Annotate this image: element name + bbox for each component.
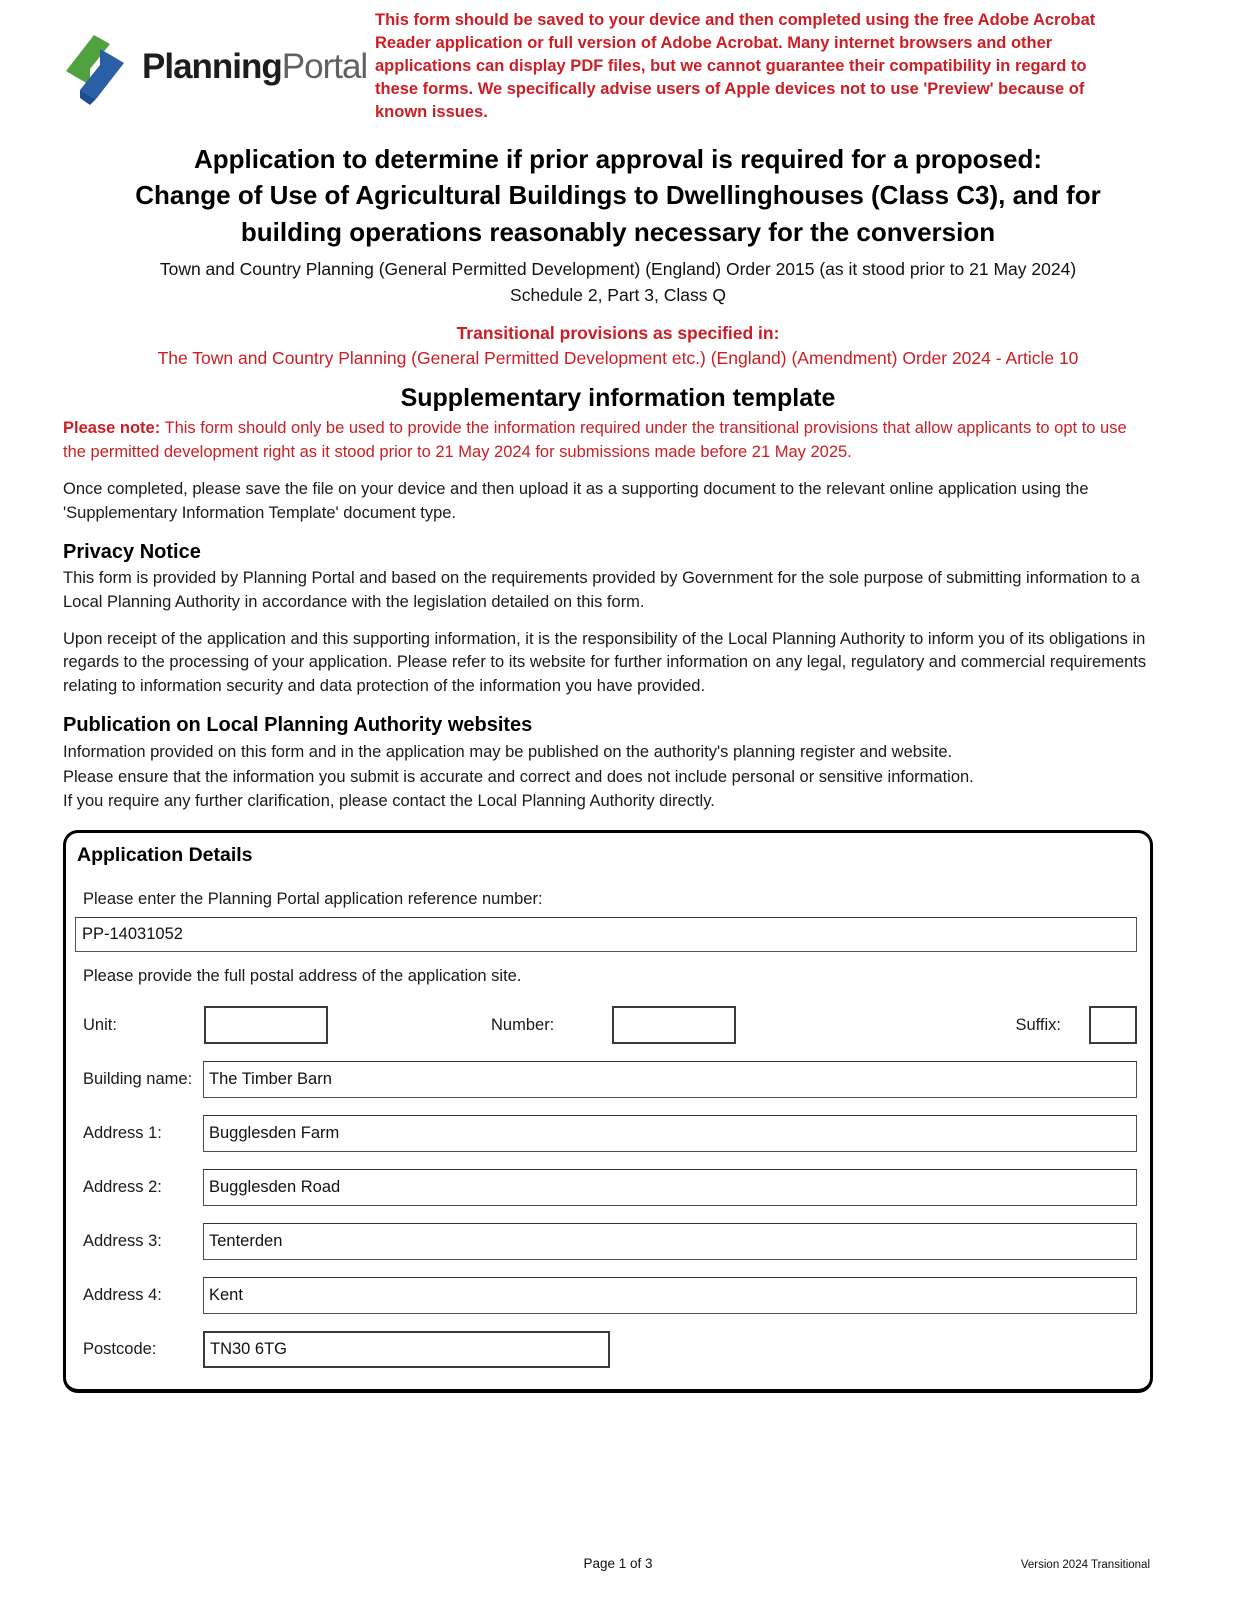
warning-line: known issues.: [375, 103, 488, 122]
please-note-label: Please note:: [63, 419, 161, 437]
number-input[interactable]: [612, 1006, 736, 1044]
privacy-notice-heading: Privacy Notice: [63, 540, 201, 563]
address4-label: Address 4:: [83, 1286, 162, 1305]
publication-line: Please ensure that the information you submit is accurate and correct and does not include personal or sensitive information.: [63, 767, 974, 786]
application-details-heading: Application Details: [77, 844, 253, 867]
legislation-line: Schedule 2, Part 3, Class Q: [510, 285, 726, 306]
postcode-input[interactable]: [203, 1331, 610, 1368]
form-title-line: building operations reasonably necessary for the conversion: [240, 216, 996, 247]
address4-input[interactable]: [203, 1277, 1137, 1314]
logo-word-portal: Portal: [281, 47, 368, 86]
unit-number-suffix-row: [83, 1006, 1137, 1044]
address2-input[interactable]: [203, 1169, 1137, 1206]
warning-line: these forms. We specifically advise users of Apple devices not to use 'Preview' because of: [375, 80, 1085, 99]
address2-label: Address 2:: [83, 1178, 162, 1197]
address4-row: [83, 1277, 1137, 1314]
reference-number-input[interactable]: [75, 917, 1137, 952]
version-label: Version 2024 Transitional: [1020, 1559, 1150, 1571]
postal-address-intro-label: Please provide the full postal address of the application site.: [83, 967, 522, 986]
planning-portal-logo-text: [142, 47, 367, 87]
publication-line: If you require any further clarification, please contact the Local Planning Authority directly.: [63, 791, 715, 810]
unit-label: Unit:: [83, 1015, 117, 1034]
publication-line: Information provided on this form and in the application may be published on the authority's planning register and website.: [63, 743, 953, 762]
please-note-text: This form should only be used to provide the information required under the transitional provisions that allow applicants to opt to use the permitted development right as it stood prior to 21 May 2024 for submissions made before 21 May 2025.: [63, 419, 1127, 461]
warning-line: applications can display PDF files, but we cannot guarantee their compatibility in regard to: [375, 57, 1087, 76]
planning-portal-logo: [60, 26, 367, 108]
building-name-row: [83, 1061, 1137, 1098]
supplementary-template-subtitle: Supplementary information template: [400, 383, 836, 412]
legislation-line: Town and Country Planning (General Permitted Development) (England) Order 2015 (as it stood prior to 21 May 2024): [159, 259, 1077, 280]
building-name-label: Building name:: [83, 1070, 193, 1089]
publication-heading: Publication on Local Planning Authority websites: [63, 714, 533, 737]
address1-label: Address 1:: [83, 1124, 162, 1143]
planning-portal-logo-icon: [60, 26, 130, 108]
transitional-provisions-heading: Transitional provisions as specified in:: [456, 322, 780, 343]
address2-row: [83, 1169, 1137, 1206]
privacy-paragraph-1: This form is provided by Planning Portal and based on the requirements provided by Government for the sole purpose of submitting information to a Local Planning Authority in accordance with the legislation detailed on this form.: [63, 568, 1140, 611]
application-details-section: [63, 830, 1153, 1393]
address3-row: [83, 1223, 1137, 1260]
address3-label: Address 3:: [83, 1232, 162, 1251]
address3-input[interactable]: [203, 1223, 1137, 1260]
building-name-input[interactable]: [203, 1061, 1137, 1098]
address1-input[interactable]: [203, 1115, 1137, 1152]
warning-line: Reader application or full version of Adobe Acrobat. Many internet browsers and other: [375, 34, 1053, 53]
privacy-paragraph-2: Upon receipt of the application and this supporting information, it is the responsibility of the Local Planning Authority to inform you of its obligations in regards to the processing of your application. Please refer to its website for further information on any legal, regulatory and commercial requirements relating to information security and data protection of the information you have provided.: [63, 629, 1147, 696]
suffix-input[interactable]: [1089, 1006, 1137, 1044]
postcode-row: [83, 1331, 1137, 1368]
form-title-line: Change of Use of Agricultural Buildings to Dwellinghouses (Class C3), and for: [135, 180, 1101, 211]
legislation-reference: [0, 256, 1236, 309]
warning-line: This form should be saved to your device and then completed using the free Adobe Acrobat: [375, 11, 1096, 29]
form-title-line: Application to determine if prior approval is required for a proposed:: [194, 144, 1042, 174]
please-note-paragraph: [63, 417, 1153, 465]
suffix-label: Suffix:: [1015, 1015, 1061, 1034]
number-label: Number:: [491, 1015, 555, 1034]
unit-input[interactable]: [204, 1006, 328, 1044]
once-completed-paragraph: Once completed, please save the file on your device and then upload it as a supporting document to the relevant online application using the 'Supplementary Information Template' document type.: [63, 479, 1089, 522]
transitional-provisions-text: The Town and Country Planning (General Permitted Development etc.) (England) (Amendment) Order 2024 - Article 10: [157, 347, 1079, 368]
postcode-label: Postcode:: [83, 1340, 157, 1359]
address1-row: [83, 1115, 1137, 1152]
logo-word-planning: Planning: [142, 47, 282, 86]
reference-number-label: Please enter the Planning Portal application reference number:: [83, 890, 543, 909]
acrobat-warning-text: [375, 9, 1165, 124]
title-block: [0, 141, 1236, 413]
body-content: [63, 417, 1153, 1393]
page-number: Page 1 of 3: [583, 1556, 653, 1571]
